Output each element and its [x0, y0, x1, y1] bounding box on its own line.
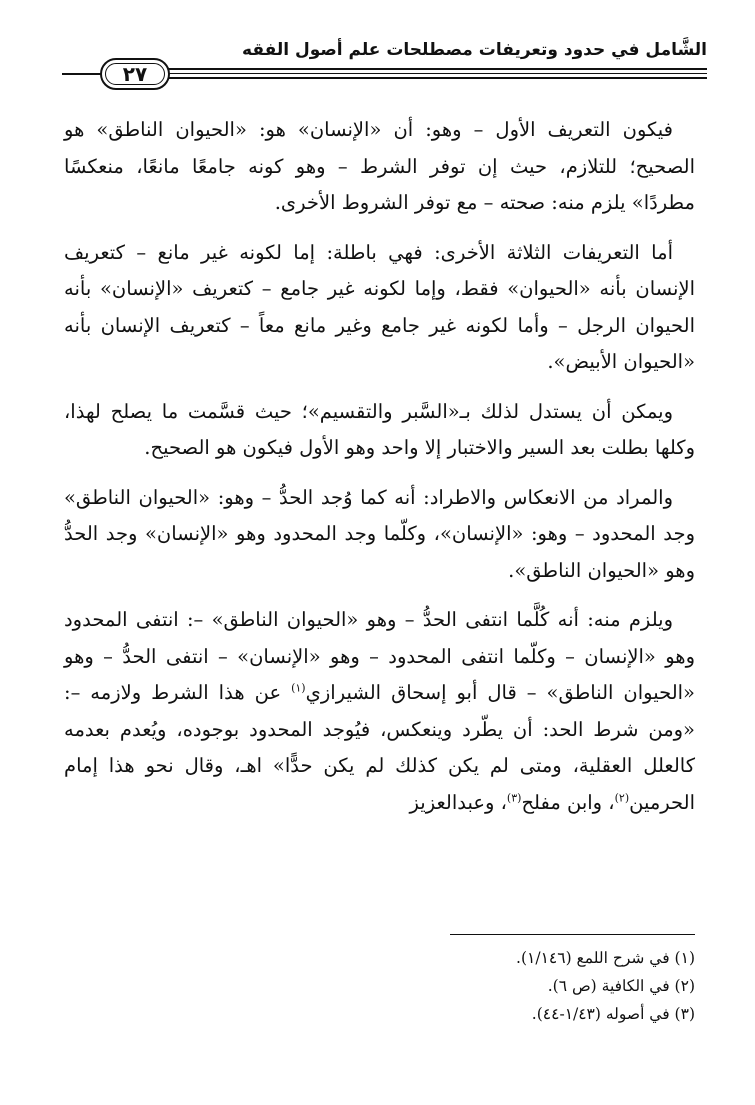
paragraph-text: أما التعريفات الثلاثة الأخرى: فهي باطلة: إما لكونه غير مانع – كتعريف الإنسان بأنه «الحيوان» فقط، وإما لكونه غير جامع – كتعريف «الإنسان» بأنه الحيوان الرجل – وأما لكونه غير جامع وغير مانع معاً – كتعريف الإنسان بأنه «الحيوان الأبيض».	[64, 240, 695, 373]
paragraph-5	[64, 602, 695, 821]
book-title: الشَّامل في حدود وتعريفات مصطلحات علم أصول الفقه	[242, 40, 707, 60]
paragraph-1	[64, 112, 695, 222]
footnotes	[300, 944, 695, 1028]
paragraph-text: ويمكن أن يستدل لذلك بـ«السَّبر والتقسيم»؛ حيث قسَّمت ما يصلح لهذا، وكلها بطلت بعد السير والاختبار إلا واحد وهو الأول فيكون هو الصحيح.	[64, 399, 695, 459]
paragraph-text: فيكون التعريف الأول – وهو: أن «الإنسان» هو: «الحيوان الناطق» هو الصحيح؛ للتلازم، حيث إن توفر الشرط – وهو كونه جامعًا مانعًا، منعكسًا مطردًا» يلزم منه: صحته – مع توفر الشروط الأخرى.	[64, 118, 695, 214]
header-rule	[154, 77, 707, 79]
paragraph-3	[64, 394, 695, 467]
header-rule	[154, 73, 707, 74]
page-number: ٢٧	[122, 62, 148, 86]
footnote-ref-3[interactable]: (٣)	[506, 791, 522, 804]
page-number-frame	[100, 58, 170, 90]
page-header	[62, 36, 707, 100]
footnote-ref-1[interactable]: (١)	[291, 681, 306, 695]
paragraph-text: ، وابن مفلح	[521, 790, 615, 814]
paragraph-text: ويلزم منه: أنه كُلَّما انتفى الحدُّ – وهو «الحيوان الناطق» –: انتفى المحدود وهو «الإنسان – وكلّما انتفى المحدود – وهو «الإنسان» – انتفى الحدُّ – وهو «الحيوان الناطق» – قال أبو إسحاق الشيرازي	[64, 608, 695, 704]
paragraph-text: والمراد من الانعكاس والاطراد: أنه كما وُجد الحدُّ – وهو: «الحيوان الناطق» وجد المحدود – وهو: «الإنسان»، وكلّما وجد المحدود وهو «الإنسان» وجد الحدُّ وهو «الحيوان الناطق».	[64, 485, 695, 582]
paragraph-text: ، وعبدالعزيز	[409, 790, 507, 814]
footnote-1: (١) في شرح اللمع (١/١٤٦).	[516, 949, 695, 967]
paragraph-2	[64, 235, 695, 381]
footnote-2: (٢) في الكافية (ص ٦).	[547, 977, 695, 995]
header-rule	[154, 68, 707, 70]
paragraph-4	[64, 480, 695, 590]
paragraph-text: عن هذا الشرط ولازمه –: «ومن شرط الحد: أن يطّرد وينعكس، فيُوجد المحدود بوجوده، ويُعدم بعدمه كالعلل العقلية، ومتى لم يكن كذلك لم يكن حدًّا» اهـ، وقال نحو هذا إمام الحرمين	[64, 681, 695, 814]
header-rule	[62, 73, 102, 75]
main-text	[64, 112, 695, 834]
footnote-separator	[450, 934, 695, 935]
footnote-3: (٣) في أصوله (١/٤٣-٤٤).	[531, 1005, 695, 1023]
footnote-ref-2[interactable]: (٢)	[614, 791, 630, 804]
